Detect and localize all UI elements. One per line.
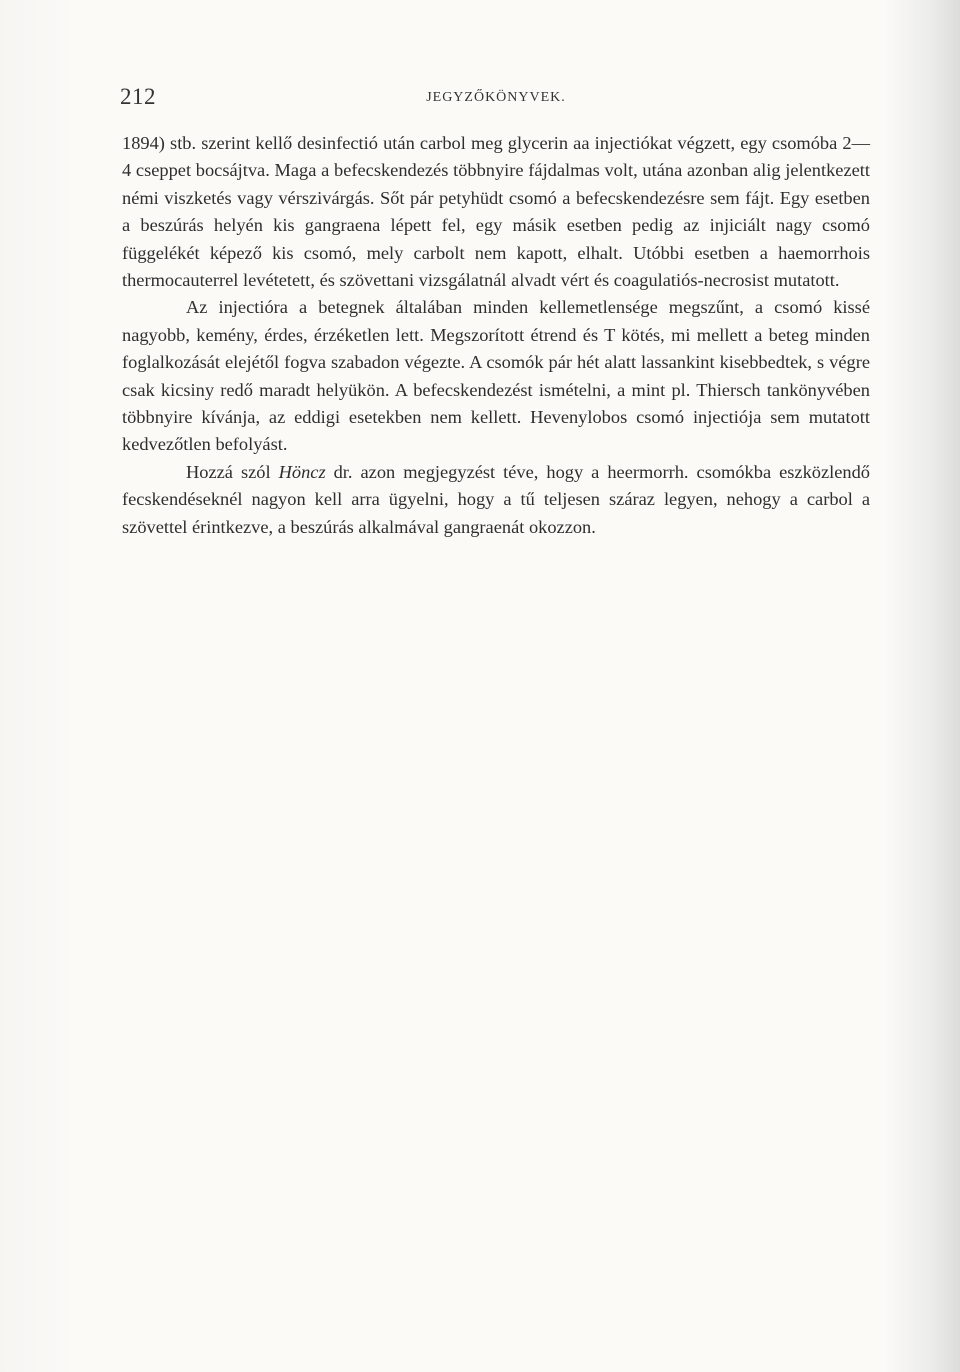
speaker-name: Höncz: [278, 461, 326, 482]
discussion-text-before: Hozzá szól: [186, 461, 279, 482]
page-number: 212: [120, 84, 156, 109]
paragraph-injection-results: Az injectióra a betegnek általában minden kellemetlensége megszűnt, a csomó kissé nagyobb, kemény, érdes, érzéketlen lett. Megszorított étrend és T kötés, mi mellett a beteg minden foglalkozását elejétől fogva szabadon végezte. A csomók pár hét alatt lassankint kisebbedtek, s végre csak kicsiny redő maradt helyükön. A befecskendezést ismételni, a mint pl. Thiersch tankönyvében többnyire kívánja, az eddigi esetekben nem kellett. Hevenylobos csomó injectiója sem mutatott kedvezőtlen befolyást.: [122, 297, 870, 455]
body-text: [122, 130, 870, 541]
discussion-text-after: dr. azon megjegyzést téve, hogy a heermorrh. csomókba eszközlendő fecskendéseknél nagyon kell arra ügyelni, hogy a tű teljesen száraz legyen, nehogy a carbol a szövettel érintkezve, a beszúrás alkalmával gangraenát okozzon.: [122, 461, 870, 537]
paragraph-injection-method: 1894) stb. szerint kellő desinfectió után carbol meg glycerin aa injectiókat végzett, egy csomóba 2—4 cseppet bocsájtva. Maga a befecskendezés többnyire fájdalmas volt, utána azonban alig jelentkezett némi viszketés vagy vérszivárgás. Sőt pár petyhüdt csomó a befecskendezésre sem fájt. Egy esetben a beszúrás helyén kis gangraena lépett fel, egy másik esetben pedig az injiciált nagy csomó függelékét képező kis csomó, mely carbolt nem kapott, elhalt. Utóbbi esetben a haemorrhois thermocauterrel levétetett, és szövettani vizsgálatnál alvadt vért és coagulatiós-necrosist mutatott.: [122, 133, 870, 291]
page-header: [120, 84, 872, 114]
paragraph-discussion: [122, 459, 870, 541]
running-title: JEGYZŐKÖNYVEK.: [426, 90, 566, 105]
